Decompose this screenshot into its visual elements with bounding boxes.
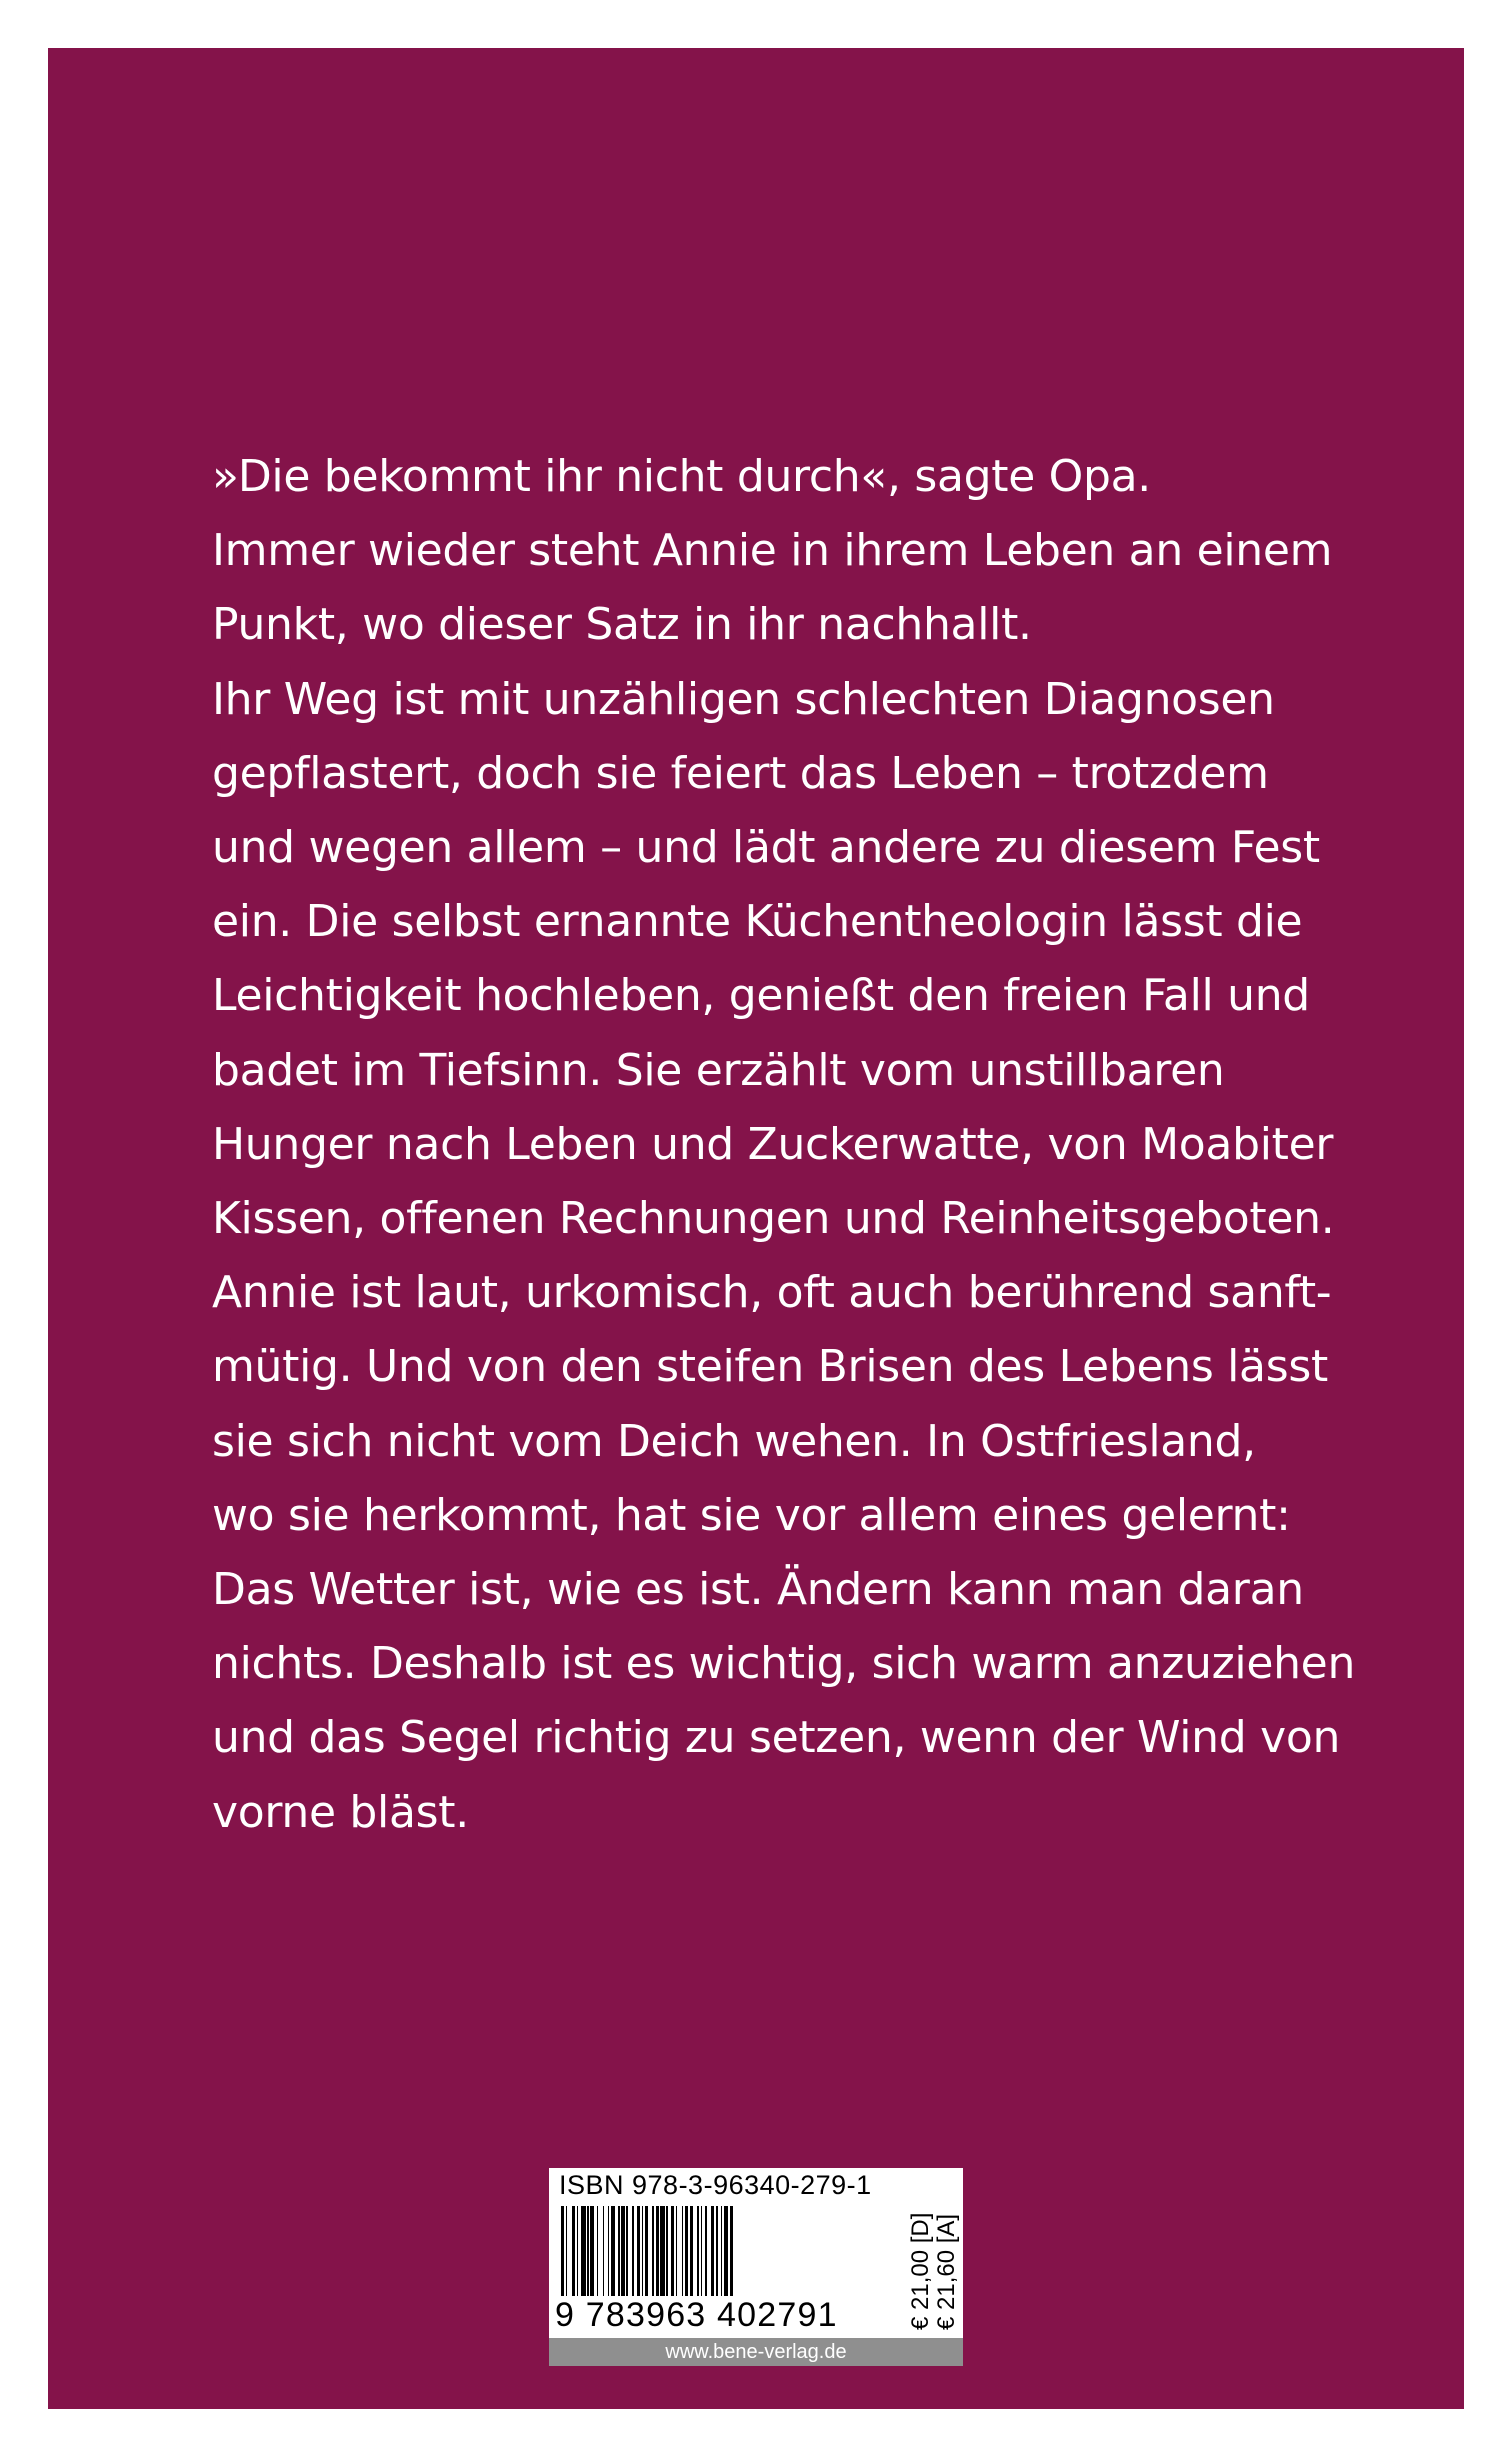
barcode-bar bbox=[656, 2206, 659, 2298]
barcode-bar bbox=[603, 2206, 605, 2298]
barcode-bar bbox=[621, 2206, 624, 2298]
barcode-bar bbox=[626, 2206, 628, 2298]
barcode-bar bbox=[632, 2206, 634, 2298]
barcode-bar bbox=[642, 2206, 644, 2298]
blurb-line: Annie ist laut, urkomisch, oft auch berührend sanft- bbox=[212, 1267, 1332, 1319]
price-austria: € 21,60 [A] bbox=[933, 2213, 960, 2330]
blurb-line: wo sie herkommt, hat sie vor allem eines gelernt: bbox=[212, 1489, 1291, 1541]
barcode-panel bbox=[549, 2168, 963, 2338]
blurb-line: und wegen allem – und lädt andere zu diesem Fest bbox=[212, 822, 1320, 874]
publisher-website: www.bene-verlag.de bbox=[549, 2338, 963, 2366]
barcode-bar bbox=[581, 2206, 586, 2298]
barcode-bar bbox=[685, 2206, 688, 2298]
barcode-bar bbox=[597, 2206, 599, 2298]
barcode-block bbox=[549, 2168, 963, 2366]
blurb-line: vorne bläst. bbox=[212, 1786, 469, 1838]
blurb-line: Punkt, wo dieser Satz in ihr nachhallt. bbox=[212, 599, 1032, 651]
barcode-bar bbox=[690, 2206, 693, 2298]
barcode-bar bbox=[637, 2206, 640, 2298]
barcode-bar bbox=[572, 2206, 575, 2298]
barcode-bar bbox=[716, 2206, 718, 2298]
blurb-line: gepflastert, doch sie feiert das Leben – trotzdem bbox=[212, 747, 1269, 799]
blurb-line: »Die bekommt ihr nicht durch«, sagte Opa. bbox=[212, 451, 1151, 502]
barcode-bar bbox=[660, 2206, 665, 2298]
barcode-bar bbox=[577, 2206, 579, 2298]
barcode-bar bbox=[701, 2206, 703, 2298]
blurb-line: Leichtigkeit hochleben, genießt den freien Fall und bbox=[212, 970, 1310, 1022]
blurb-line: Das Wetter ist, wie es ist. Ändern kann man daran bbox=[212, 1564, 1304, 1616]
blurb-line: sie sich nicht vom Deich wehen. In Ostfriesland, bbox=[212, 1415, 1256, 1467]
blurb-line: ein. Die selbst ernannte Küchentheologin lässt die bbox=[212, 896, 1303, 948]
barcode-bar bbox=[705, 2206, 707, 2298]
blurb-line: nichts. Deshalb ist es wichtig, sich warm anzuziehen bbox=[212, 1638, 1356, 1690]
barcode-bar bbox=[590, 2206, 593, 2298]
blurb-line: badet im Tiefsinn. Sie erzählt vom unstillbaren bbox=[212, 1044, 1225, 1096]
barcode-bars bbox=[561, 2206, 901, 2306]
barcode-bar bbox=[682, 2206, 684, 2298]
blurb-line: mütig. Und von den steifen Brisen des Lebens lässt bbox=[212, 1341, 1328, 1393]
blurb-text bbox=[212, 440, 1412, 1850]
barcode-bar bbox=[611, 2206, 616, 2298]
barcode-bar bbox=[697, 2206, 699, 2298]
price-germany: € 21,00 [D] bbox=[907, 2212, 934, 2330]
barcode-bar bbox=[618, 2206, 620, 2298]
barcode-bar bbox=[666, 2206, 668, 2298]
isbn-label: ISBN 978-3-96340-279-1 bbox=[559, 2170, 872, 2200]
blurb-line: und das Segel richtig zu setzen, wenn der Wind von bbox=[212, 1712, 1341, 1764]
blurb-line: Hunger nach Leben und Zuckerwatte, von Moabiter bbox=[212, 1118, 1334, 1170]
barcode-bar bbox=[587, 2206, 589, 2298]
barcode-bar bbox=[676, 2206, 678, 2298]
blurb-line: Ihr Weg ist mit unzähligen schlechten Diagnosen bbox=[212, 673, 1275, 725]
blurb-line: Kissen, offenen Rechnungen und Reinheitsgeboten. bbox=[212, 1193, 1335, 1245]
ean-digits: 9 783963 402791 bbox=[555, 2296, 838, 2334]
barcode-bar bbox=[608, 2206, 610, 2298]
blurb-line: Immer wieder steht Annie in ihrem Leben an einem bbox=[212, 525, 1333, 577]
barcode-bar bbox=[671, 2206, 674, 2298]
barcode-bar bbox=[711, 2206, 714, 2298]
price-block bbox=[907, 2174, 959, 2334]
barcode-bar bbox=[721, 2206, 723, 2298]
